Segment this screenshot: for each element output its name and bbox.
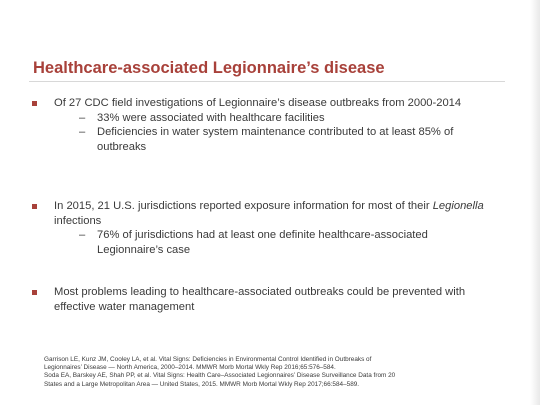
reference-line: Soda EA, Barskey AE, Shah PP, et al. Vital Signs: Health Care–Associated Legionnaires’ Disease Surveillance Data from 20 xyxy=(44,372,396,380)
slide-edge-shadow xyxy=(530,0,540,405)
reference-line: Legionnaires’ Disease — North America, 2000–2014. MMWR Morb Mortal Wkly Rep 2016;65:576–584. xyxy=(44,364,336,372)
bullet-1-sub-1-text: 33% were associated with healthcare facilities xyxy=(97,111,325,124)
reference-line: Garrison LE, Kunz JM, Cooley LA, et al. Vital Signs: Deficiencies in Environmental Control Identified in Outbreaks of xyxy=(44,356,372,363)
bullet-2-text xyxy=(54,199,500,228)
bullet-1-text: Of 27 CDC field investigations of Legionnaire’s disease outbreaks from 2000-2014 xyxy=(54,97,462,109)
bullet-marker xyxy=(32,204,37,209)
references xyxy=(44,356,499,389)
reference-line: States and a Large Metropolitan Area — United States, 2015. MMWR Morb Mortal Wkly Rep 2017;66:584–589. xyxy=(44,380,360,388)
bullet-1-sub-2 xyxy=(79,125,497,154)
bullet-2-text-end: infections xyxy=(54,214,102,227)
bullet-3 xyxy=(32,285,502,314)
bullet-marker xyxy=(32,101,37,106)
bullet-2-text-italic: Legionella xyxy=(432,200,484,212)
bullet-2-text-start: In 2015, 21 U.S. jurisdictions reported exposure information for most of their xyxy=(54,200,433,212)
bullet-2-sub-1 xyxy=(79,228,497,257)
bullet-1-sub-2-text: Deficiencies in water system maintenance contributed to at least 85% of outbreaks xyxy=(97,126,454,153)
slide-title: Healthcare-associated Legionnaire’s disease xyxy=(33,59,385,77)
sub-bullet-dash: – xyxy=(79,229,86,241)
sub-bullet-dash: – xyxy=(79,111,86,124)
sub-bullet-dash: – xyxy=(79,126,86,138)
bullet-1-sub-1 xyxy=(79,111,497,126)
bullet-3-text: Most problems leading to healthcare-associated outbreaks could be prevented with effective water management xyxy=(54,286,466,313)
title-divider xyxy=(29,81,505,82)
bullet-2 xyxy=(32,199,502,257)
bullet-marker xyxy=(32,290,37,295)
bullet-2-sub-1-text: 76% of jurisdictions had at least one definite healthcare-associated Legionnaire’s case xyxy=(97,229,428,256)
bullet-1 xyxy=(32,96,502,154)
